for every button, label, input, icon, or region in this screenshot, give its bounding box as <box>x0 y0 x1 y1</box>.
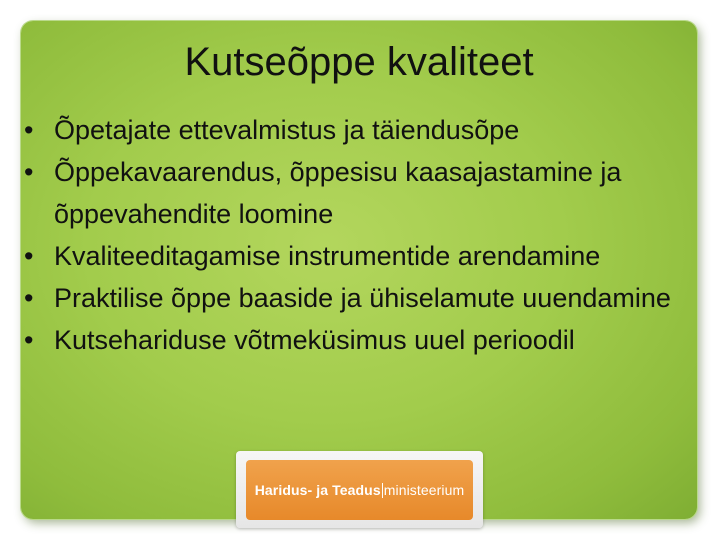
bullet-text: Õpetajate ettevalmistus ja täiendusõpe <box>54 115 520 145</box>
bullet-list <box>24 109 696 361</box>
bullet-marker: • <box>24 283 34 313</box>
bullet-text: Kutsehariduse võtmeküsimus uuel perioodil <box>54 325 575 355</box>
ministry-logo <box>236 451 483 528</box>
bullet-marker: • <box>24 157 34 187</box>
logo-text-regular: ministeerium <box>383 482 465 498</box>
bullet-item <box>24 277 696 319</box>
logo-separator <box>382 483 383 498</box>
bullet-item <box>24 109 696 151</box>
bullet-marker: • <box>24 115 34 145</box>
bullet-text: Õppekavaarendus, õppesisu kaasajastamine ja õppevahendite loomine <box>54 157 622 229</box>
logo-text-bold: Haridus- ja Teadus <box>254 482 381 498</box>
slide-title: Kutseõppe kvaliteet <box>184 40 534 84</box>
bullet-text: Praktilise õppe baaside ja ühiselamute uuendamine <box>54 283 671 313</box>
bullet-marker: • <box>24 325 34 355</box>
bullet-item <box>24 151 696 235</box>
bullet-item <box>24 319 696 361</box>
bullet-marker: • <box>24 241 34 271</box>
logo-plate <box>246 460 473 520</box>
bullet-text: Kvaliteeditagamise instrumentide arendamine <box>54 241 601 271</box>
bullet-item <box>24 235 696 277</box>
